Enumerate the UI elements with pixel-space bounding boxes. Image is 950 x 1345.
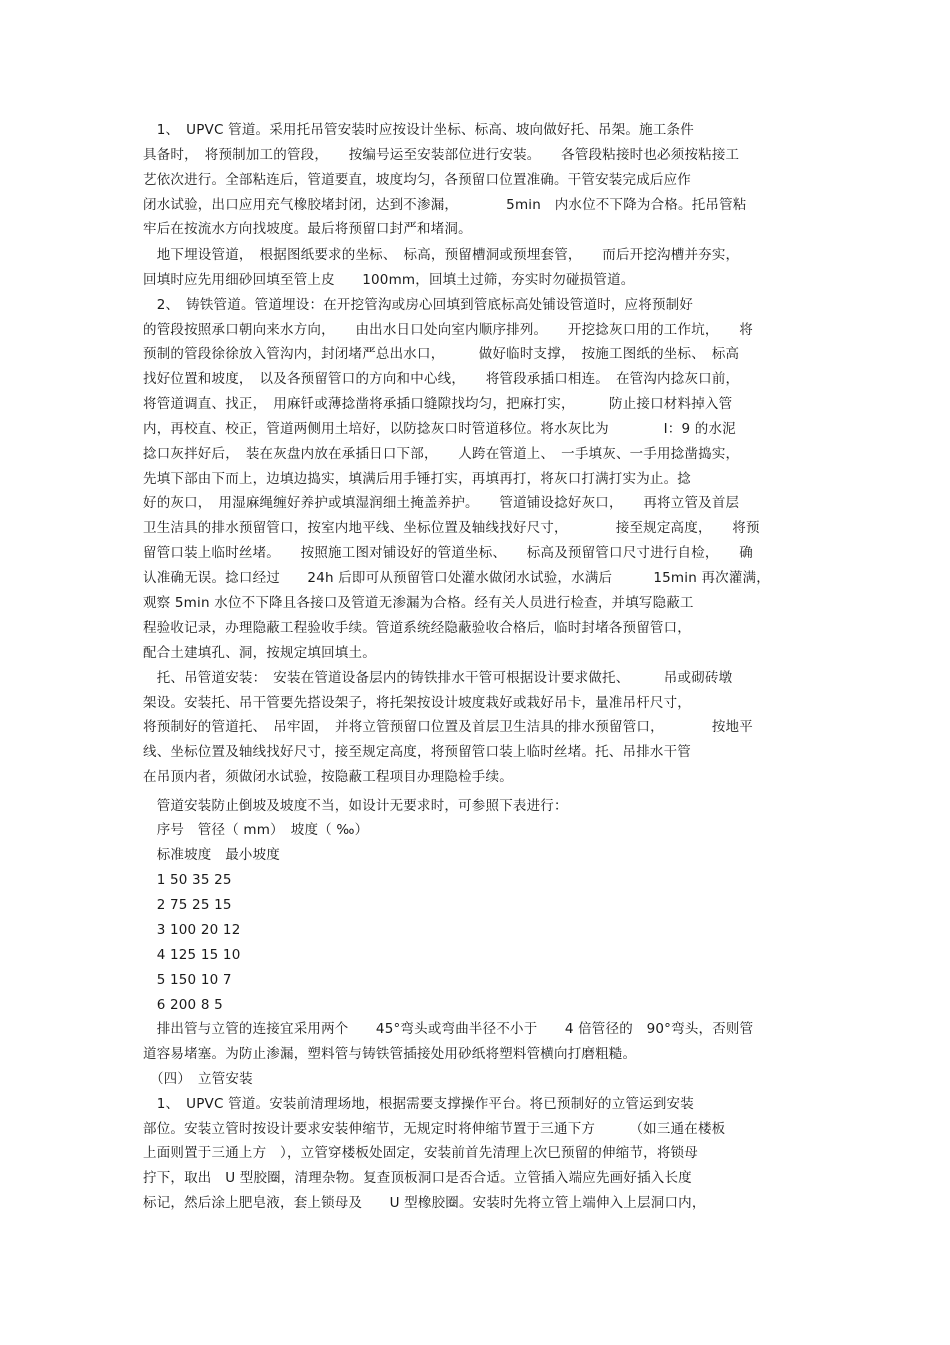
text-line: 观察 5min 水位不下降且各接口及管道无渗漏为合格。经有关人员进行检查，并填写隐蔽工	[143, 595, 694, 611]
table-row: 6 200 8 5	[143, 997, 223, 1013]
text-line: 的管段按照承口朝向来水方向， 由出水日口处向室内顺序排列。 开挖捻灰口用的工作坑， 将	[143, 322, 753, 338]
text-line: 留管口装上临时丝堵。 按照施工图对铺设好的管道坐标、 标高及预留管口尺寸进行自检， 确	[143, 545, 753, 561]
text-line: 回填时应先用细砂回填至管上皮 100mm，回填土过筛，夯实时勿碰损管道。	[143, 272, 635, 288]
text-line: 在吊顶内者，须做闭水试验，按隐蔽工程项目办理隐检手续。	[143, 769, 513, 785]
table-header: 序号 管径（ mm） 坡度（ ‰）	[143, 822, 369, 838]
text-line: 认准确无误。捻口经过 24h 后即可从预留管口处灌水做闭水试验，水满后 15min 再次灌满，	[143, 570, 770, 586]
table-row: 2 75 25 15	[143, 897, 232, 913]
table-row: 5 150 10 7	[143, 972, 232, 988]
text-line: 1、 UPVC 管道。安装前清理场地，根据需要支撑操作平台。将已预制好的立管运到安装	[143, 1096, 694, 1112]
text-line: 线、坐标位置及轴线找好尺寸，接至规定高度，将预留管口装上临时丝堵。托、吊排水干管	[143, 744, 691, 760]
text-line: 先填下部由下而上，边填边捣实，填满后用手锤打实，再填再打，将灰口打满打实为止。捻	[143, 471, 691, 487]
text-line: 托、吊管道安装： 安装在管道设备层内的铸铁排水干管可根据设计要求做托、 吊或砌砖墩	[143, 670, 733, 686]
text-line: 好的灰口， 用湿麻绳缠好养护或填湿润细土掩盖养护。 管道铺设捻好灰口， 再将立管及首层	[143, 495, 740, 511]
text-line: 具备时， 将预制加工的管段， 按编号运至安装部位进行安装。 各管段粘接时也必须按粘接工	[143, 147, 740, 163]
text-line: 捻口灰拌好后， 装在灰盘内放在承插日口下部， 人跨在管道上、 一手填灰、一手用捻凿捣实，	[143, 446, 740, 462]
text-line: 闭水试验，出口应用充气橡胶堵封闭，达到不渗漏， 5min 内水位不下降为合格。托吊管粘	[143, 197, 747, 213]
text-line: 牢后在按流水方向找坡度。最后将预留口封严和堵洞。	[143, 221, 472, 237]
section-heading: （四） 立管安装	[143, 1071, 253, 1087]
text-line: 1、 UPVC 管道。采用托吊管安装时应按设计坐标、标高、坡向做好托、吊架。施工条件	[143, 122, 694, 138]
text-line: 预制的管段徐徐放入管沟内，封闭堵严总出水口， 做好临时支撑， 按施工图纸的坐标、 标高	[143, 346, 740, 362]
table-row: 3 100 20 12	[143, 922, 241, 938]
table-row: 4 125 15 10	[143, 947, 241, 963]
text-line: 程验收记录，办理隐蔽工程验收手续。管道系统经隐蔽验收合格后，临时封堵各预留管口，	[143, 620, 691, 636]
table-row: 1 50 35 25	[143, 872, 232, 888]
text-line: 找好位置和坡度， 以及各预留管口的方向和中心线， 将管段承插口相连。 在管沟内捻灰口前，	[143, 371, 740, 387]
text-line: 地下埋设管道， 根据图纸要求的坐标、 标高，预留槽洞或预埋套管， 而后开挖沟槽并夯实，	[143, 247, 740, 263]
table-header: 标准坡度 最小坡度	[143, 847, 280, 863]
text-line: 将管道调直、找正， 用麻钎或薄捻凿将承插口缝隙找均匀，把麻打实， 防止接口材料掉入管	[143, 396, 733, 412]
text-line: 拧下，取出 U 型胶圈，清理杂物。复查顶板洞口是否合适。立管插入端应先画好插入长度	[143, 1170, 692, 1186]
text-line: 艺依次进行。全部粘连后，管道要直，坡度均匀，各预留口位置准确。干管安装完成后应作	[143, 172, 691, 188]
text-line: 配合土建填孔、洞，按规定填回填土。	[143, 645, 376, 661]
text-line: 卫生洁具的排水预留管口，按室内地平线、坐标位置及轴线找好尺寸， 接至规定高度， 将预	[143, 520, 760, 536]
text-line: 管道安装防止倒坡及坡度不当，如设计无要求时，可参照下表进行：	[143, 798, 568, 814]
text-line: 将预制好的管道托、 吊牢固， 并将立管预留口位置及首层卫生洁具的排水预留管口， 按地平	[143, 719, 753, 735]
text-line: 2、 铸铁管道。管道埋设：在开挖管沟或房心回填到管底标高处铺设管道时，应将预制好	[143, 297, 694, 313]
text-line: 道容易堵塞。为防止渗漏，塑料管与铸铁管插接处用砂纸将塑料管横向打磨粗糙。	[143, 1046, 637, 1062]
text-line: 上面则置于三通上方 ），立管穿楼板处固定，安装前首先清理上次巳预留的伸缩节，将锁母	[143, 1145, 698, 1161]
text-line: 架设。安装托、吊干管要先搭设架子，将托架按设计坡度栽好或栽好吊卡，量准吊杆尺寸，	[143, 695, 691, 711]
text-line: 标记，然后涂上肥皂液，套上锁母及 U 型橡胶圈。安装时先将立管上端伸入上层洞口内，	[143, 1195, 706, 1211]
text-line: 排出管与立管的连接宜采用两个 45°弯头或弯曲半径不小于 4 倍管径的 90°弯头，否则管	[143, 1021, 754, 1037]
text-line: 内，再校直、校正，管道两侧用土培好，以防捻灰口时管道移位。将水灰比为 I：9 的水泥	[143, 421, 736, 437]
text-line: 部位。安装立管时按设计要求安装伸缩节，无规定时将伸缩节置于三通下方 （如三通在楼板	[143, 1121, 726, 1137]
